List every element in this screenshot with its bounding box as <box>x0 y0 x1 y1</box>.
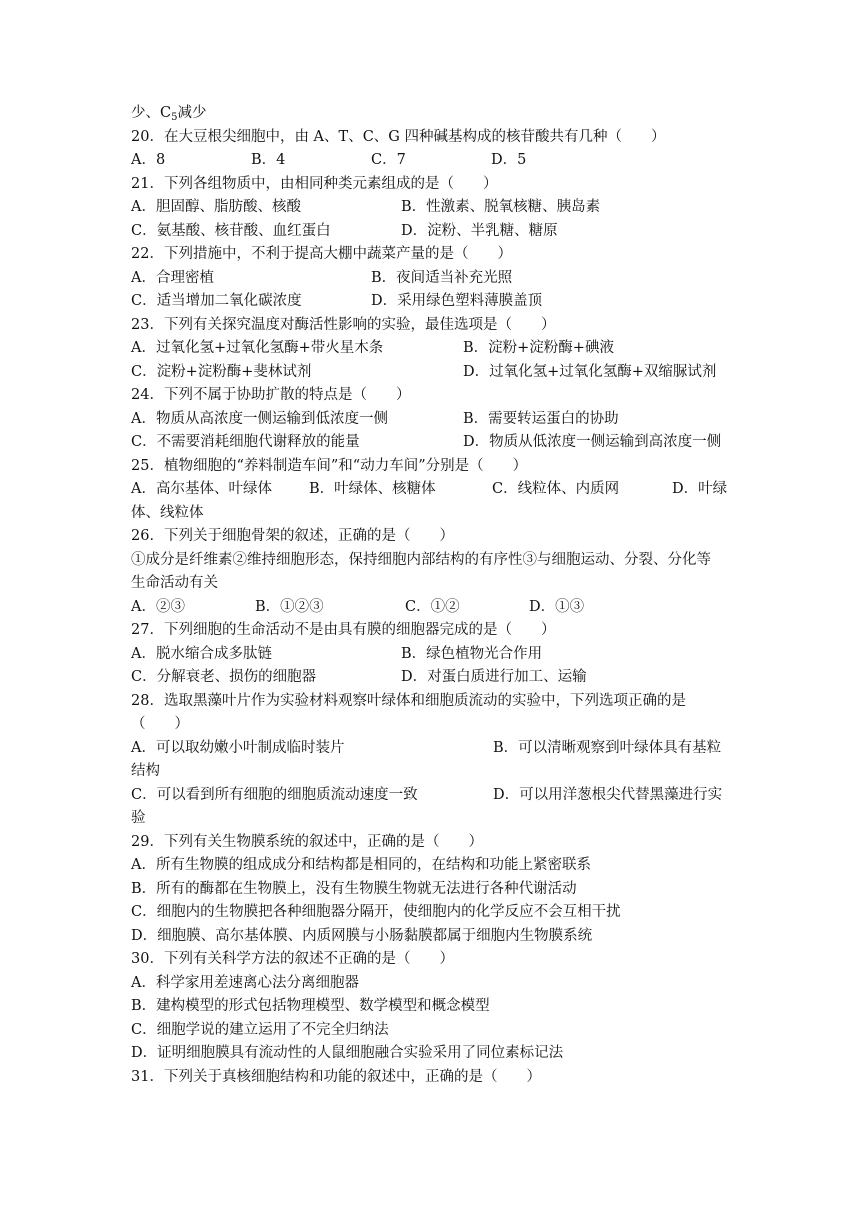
option-b: B．夜间适当补充光照 <box>371 269 513 286</box>
question-20-stem: 20．在大豆根尖细胞中，由 A、T、C、G 四种碱基构成的核苷酸共有几种（ ） <box>131 128 666 145</box>
option-b: B．叶绿体、核糖体 <box>309 481 436 497</box>
question-22-options-row2 <box>131 290 731 314</box>
question-28-options-row2 <box>131 784 731 808</box>
question-22-stem: 22．下列措施中，不利于提高大棚中蔬菜产量的是（ ） <box>131 246 512 262</box>
option-d: D．证明细胞膜具有流动性的人鼠细胞融合实验采用了同位素标记法 <box>131 1045 564 1061</box>
question-26-statements-continuation: 生命活动有关 <box>131 575 218 591</box>
q19-text-end: 减少 <box>177 105 207 121</box>
question-24-stem: 24．下列不属于协助扩散的特点是（ ） <box>131 387 411 403</box>
question-23-options-row1 <box>131 337 731 361</box>
question-23-options-row2 <box>131 361 731 385</box>
option-b: B．建构模型的形式包括物理模型、数学模型和概念模型 <box>131 998 490 1014</box>
option-c: C．适当增加二氧化碳浓度 <box>131 293 302 309</box>
option-c: C．①② <box>405 598 460 615</box>
option-c: C．细胞内的生物膜把各种细胞器分隔开，使细胞内的化学反应不会互相干扰 <box>131 904 621 920</box>
question-21-options-row2 <box>131 220 731 244</box>
question-25-options-continuation: 体、线粒体 <box>131 504 204 521</box>
option-c: C．可以看到所有细胞的细胞质流动速度一致 <box>131 786 418 803</box>
option-c: C．不需要消耗细胞代谢释放的能量 <box>131 434 360 450</box>
option-b: B．绿色植物光合作用 <box>401 645 543 662</box>
option-b: B．需要转运蛋白的协助 <box>463 410 619 427</box>
question-24-options-row2 <box>131 431 731 455</box>
q19-continuation <box>131 102 731 126</box>
option-d: D．5 <box>491 152 527 168</box>
question-28-paren: （ ） <box>131 716 189 732</box>
question-28-options-row1 <box>131 737 731 761</box>
option-d: D．细胞膜、高尔基体膜、内质网膜与小肠黏膜都属于细胞内生物膜系统 <box>131 927 593 944</box>
option-d: D．对蛋白质进行加工、运输 <box>401 669 587 685</box>
option-a: A．物质从高浓度一侧运输到低浓度一侧 <box>131 410 388 427</box>
option-c: C．7 <box>371 152 406 168</box>
question-23-stem: 23．下列有关探究温度对酶活性影响的实验，最佳选项是（ ） <box>131 316 556 333</box>
option-b: B．可以清晰观察到叶绿体具有基粒 <box>493 739 722 756</box>
question-29-stem: 29．下列有关生物膜系统的叙述中，正确的是（ ） <box>131 833 483 850</box>
option-b-continuation: 结构 <box>131 763 160 779</box>
question-list <box>131 102 731 1089</box>
option-b: B．4 <box>251 152 286 168</box>
question-21-options-row1 <box>131 196 731 220</box>
option-a: A．高尔基体、叶绿体 <box>131 481 272 497</box>
option-a: A．合理密植 <box>131 269 214 286</box>
option-c: C．分解衰老、损伤的细胞器 <box>131 669 317 685</box>
question-27-stem: 27．下列细胞的生命活动不是由具有膜的细胞器完成的是（ ） <box>131 622 556 638</box>
subscript: 5 <box>171 112 178 123</box>
option-d: D．叶绿 <box>672 481 728 497</box>
option-a: A．②③ <box>131 598 185 615</box>
question-24-options-row1 <box>131 408 731 432</box>
question-27-options-row1 <box>131 643 731 667</box>
question-26-statements: ①成分是纤维素②维持细胞形态，保持细胞内部结构的有序性③与细胞运动、分裂、分化等 <box>131 551 711 568</box>
option-d-continuation: 验 <box>131 810 146 826</box>
option-a: A．所有生物膜的组成成分和结构都是相同的，在结构和功能上紧密联系 <box>131 857 591 873</box>
question-26-stem: 26．下列关于细胞骨架的叙述，正确的是（ ） <box>131 528 454 544</box>
option-a: A．胆固醇、脂肪酸、核酸 <box>131 199 301 215</box>
option-b: B．淀粉+淀粉酶+碘液 <box>463 340 614 356</box>
option-b: B．所有的酶都在生物膜上，没有生物膜生物就无法进行各种代谢活动 <box>131 880 577 897</box>
option-b: B．性激素、脱氧核糖、胰岛素 <box>401 199 601 215</box>
option-d: D．可以用洋葱根尖代替黑藻进行实 <box>493 786 723 803</box>
q19-text: 少、C <box>131 105 172 121</box>
question-20-options <box>131 149 731 173</box>
option-a: A．脱水缩合成多肽链 <box>131 645 272 662</box>
question-22-options-row1 <box>131 267 731 291</box>
question-31-stem: 31．下列关于真核细胞结构和功能的叙述中，正确的是（ ） <box>131 1068 541 1085</box>
option-d: D．过氧化氢+过氧化氢酶+双缩脲试剂 <box>463 363 717 380</box>
question-25-stem: 25．植物细胞的“养料制造车间”和“动力车间”分别是（ ） <box>131 457 528 474</box>
option-b: B．①②③ <box>255 598 324 615</box>
option-d: D．淀粉、半乳糖、糖原 <box>401 222 558 239</box>
option-c: C．氨基酸、核苷酸、血红蛋白 <box>131 222 331 239</box>
question-26-options <box>131 596 731 620</box>
option-c: C．细胞学说的建立运用了不完全归纳法 <box>131 1021 389 1038</box>
question-30-stem: 30．下列有关科学方法的叙述不正确的是（ ） <box>131 951 454 967</box>
option-a: A．8 <box>131 152 166 168</box>
option-a: A．过氧化氢+过氧化氢酶+带火星木条 <box>131 340 384 356</box>
question-21-stem: 21．下列各组物质中，由相同种类元素组成的是（ ） <box>131 175 498 192</box>
question-28-stem: 28．选取黑藻叶片作为实验材料观察叶绿体和细胞质流动的实验中，下列选项正确的是 <box>131 692 686 709</box>
question-25-options <box>131 478 731 502</box>
option-d: D．①③ <box>529 598 585 615</box>
option-a: A．可以取幼嫩小叶制成临时装片 <box>131 739 345 756</box>
option-c: C．淀粉+淀粉酶+斐林试剂 <box>131 363 312 380</box>
option-a: A．科学家用差速离心法分离细胞器 <box>131 974 359 991</box>
option-d: D．采用绿色塑料薄膜盖顶 <box>371 293 543 309</box>
question-27-options-row2 <box>131 666 731 690</box>
option-d: D．物质从低浓度一侧运输到高浓度一侧 <box>463 434 722 450</box>
option-c: C．线粒体、内质网 <box>492 481 620 497</box>
